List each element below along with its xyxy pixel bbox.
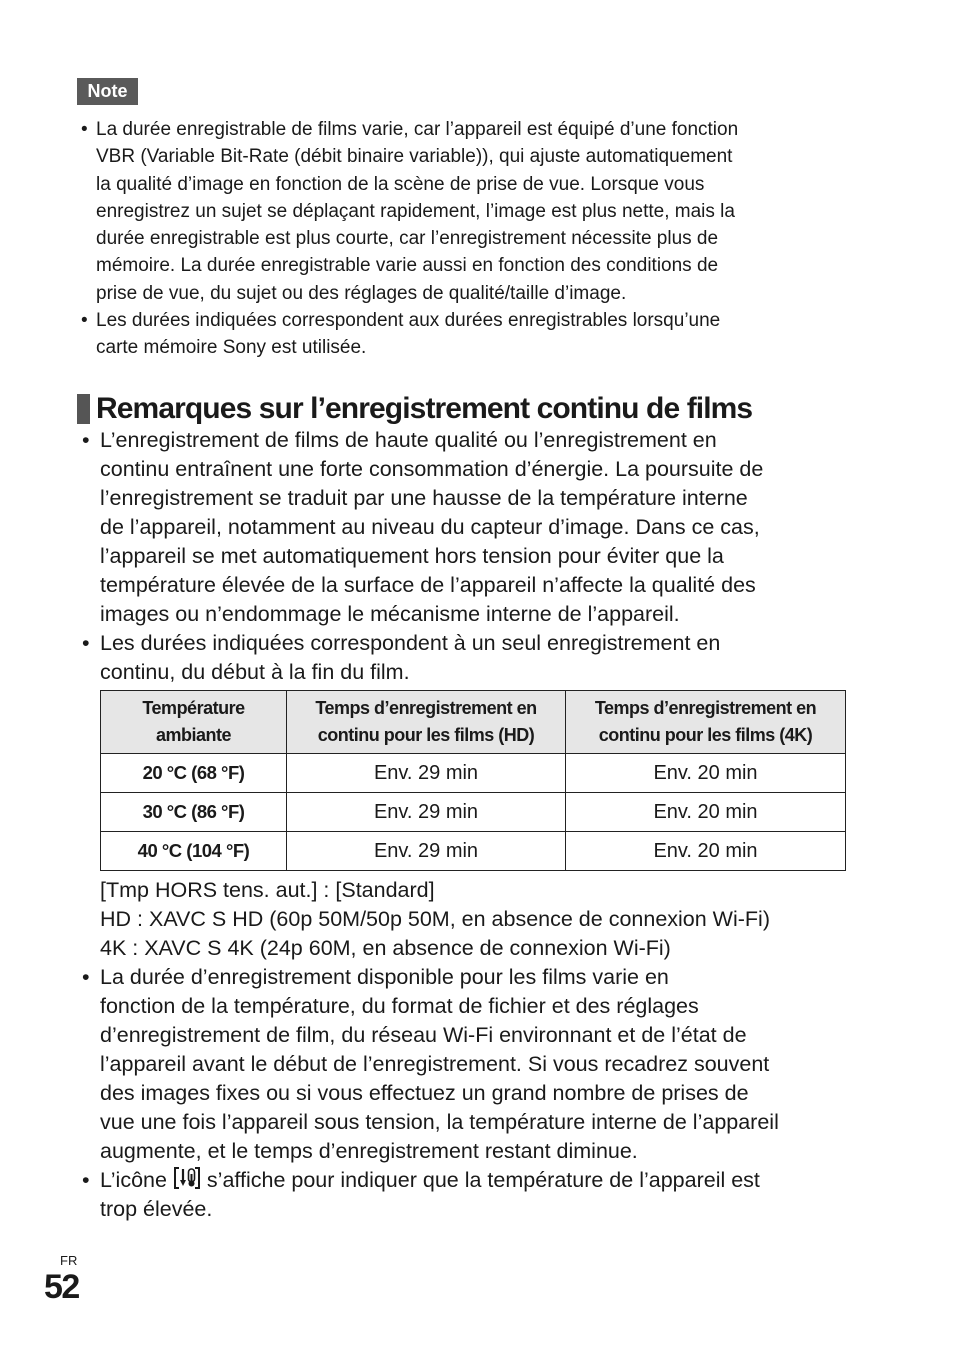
hd-time-cell: Env. 29 min xyxy=(287,754,566,793)
section-list-continued xyxy=(80,963,850,1224)
4k-time-cell: Env. 20 min xyxy=(566,832,846,871)
recording-time-table xyxy=(100,690,846,871)
bullet: • xyxy=(82,1168,90,1192)
section-heading xyxy=(77,391,857,427)
note-item: • La durée enregistrable de films varie, car l’appareil est équipé d’une fonction VBR (Variable Bit-Rate (débit binaire variable)), qui ajuste automatiquement la qualité d’image en fonction de la scène de prise de vue. Lorsque vous enregistrez un sujet se déplaçant rapidement, l’image est plus nette, mais la durée enregistrable est plus courte, car l’enregistrement nécessite plus de mémoire. La durée enregistrable varie aussi en fonction des conditions de prise de vue, du sujet ou des réglages de qualité/taille d’image. xyxy=(80,116,840,307)
list-item: • L’icône s’affiche pour indiquer que la température de l’appareil est trop élevée. xyxy=(82,1168,760,1221)
hd-time-cell: Env. 29 min xyxy=(287,793,566,832)
table-note: HD : XAVC S HD (60p 50M/50p 50M, en absence de connexion Wi-Fi) xyxy=(100,907,770,931)
table-note: 4K : XAVC S 4K (24p 60M, en absence de connexion Wi-Fi) xyxy=(100,936,671,960)
note-label: Note xyxy=(77,78,138,105)
temperature-cell: 20 °C (68 °F) xyxy=(101,754,287,793)
bullet: • xyxy=(82,428,90,452)
heading-bar xyxy=(77,394,90,424)
bullet: • xyxy=(82,965,90,989)
section-list xyxy=(80,426,850,687)
section-title: Remarques sur l’enregistrement continu de films xyxy=(96,392,753,425)
note-list xyxy=(80,116,840,362)
table-row xyxy=(101,754,846,793)
table-note: [Tmp HORS tens. aut.] : [Standard] xyxy=(100,878,435,902)
list-item: • L’enregistrement de films de haute qualité ou l’enregistrement en continu entraînent une forte consommation d’énergie. La poursuite de l’enregistrement se traduit par une hausse de la température interne de l’appareil, notamment au niveau du capteur d’image. Dans ce cas, l’appareil se met automatiquement hors tension pour éviter que la température élevée de la surface de l’appareil n’affecte la qualité des images ou n’endommage le mécanisme interne de l’appareil. xyxy=(82,428,764,626)
list-item: • Les durées indiquées correspondent à un seul enregistrement en continu, du début à la fin du film. xyxy=(82,631,721,684)
list-item: • La durée d’enregistrement disponible pour les films varie en fonction de la température, du format de fichier et des réglages d’enregistrement de film, du réseau Wi-Fi environnant et de l’état de l’appareil avant le début de l’enregistrement. Si vous recadrez souvent des images fixes ou si vous effectuez un grand nombre de prises de vue une fois l’appareil sous tension, la température interne de l’appareil augmente, et le temps d’enregistrement restant diminue. xyxy=(82,965,779,1163)
bullet: • xyxy=(81,119,88,140)
overheat-warning-icon xyxy=(173,1166,201,1190)
header-hd-time: Temps d’enregistrement en continu pour les films (HD) xyxy=(287,691,566,754)
header-temperature: Température ambiante xyxy=(101,691,287,754)
page-language: FR xyxy=(60,1253,78,1268)
page-number: 52 xyxy=(44,1268,79,1306)
table-row xyxy=(101,793,846,832)
table-header-row xyxy=(101,691,846,754)
bullet: • xyxy=(81,310,88,332)
4k-time-cell: Env. 20 min xyxy=(566,754,846,793)
table-notes xyxy=(100,876,860,963)
header-4k-time: Temps d’enregistrement en continu pour les films (4K) xyxy=(566,691,846,754)
4k-time-cell: Env. 20 min xyxy=(566,793,846,832)
note-item: • Les durées indiquées correspondent aux durées enregistrables lorsqu’une carte mémoire Sony est utilisée. xyxy=(80,307,840,362)
temperature-cell: 40 °C (104 °F) xyxy=(101,832,287,871)
temperature-cell: 30 °C (86 °F) xyxy=(101,793,287,832)
bullet: • xyxy=(82,631,90,655)
table-row xyxy=(101,832,846,871)
hd-time-cell: Env. 29 min xyxy=(287,832,566,871)
